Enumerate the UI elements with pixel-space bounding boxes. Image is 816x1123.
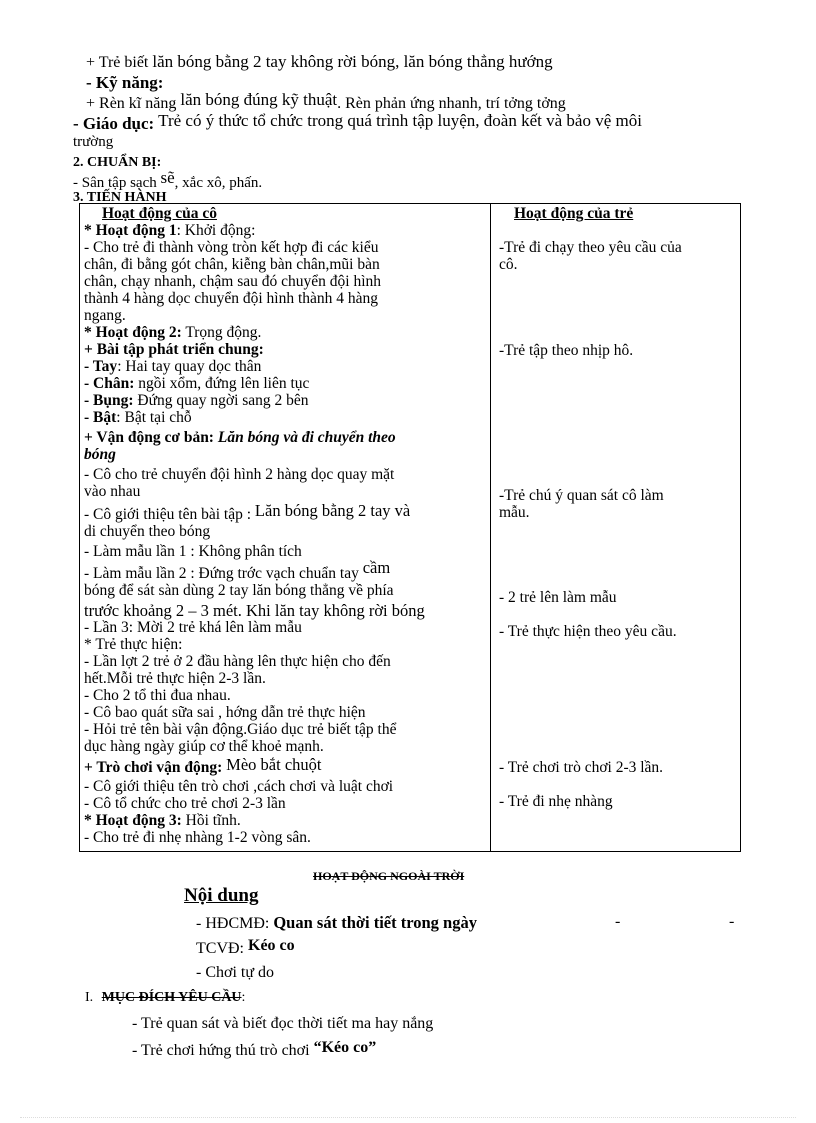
tc-label: + Trò chơi vận động: xyxy=(84,759,227,776)
edu-text: Trẻ có ý thức tổ chức trong quá trình tập luyện, đoàn kết và bảo vệ môi xyxy=(154,111,642,130)
purpose-item-2-prefix: - Trẻ chơi hứng thú trò chơi xyxy=(132,1042,314,1059)
c4-line-a xyxy=(84,558,486,582)
hd1-body-1: - Cho trẻ đi thành vòng tròn kết hợp đi các kiểu xyxy=(84,239,379,256)
hd1-line xyxy=(84,222,486,239)
edu-text-2: trường xyxy=(73,134,114,150)
hd1-text: : Khởi động: xyxy=(176,222,256,239)
intro-line-1 xyxy=(86,53,553,72)
child-item-7: - Trẻ đi nhẹ nhàng xyxy=(499,793,613,810)
child-item-1-a: -Trẻ đi chạy theo yêu cầu của xyxy=(499,239,682,256)
child-column xyxy=(491,204,741,852)
c8-line: - Cho 2 tổ thi đua nhau. xyxy=(84,687,231,704)
page-bottom-divider xyxy=(20,1117,796,1118)
vdcb-name-2: bóng xyxy=(84,446,116,463)
c10-line-a: - Hỏi trẻ tên bài vận động.Giáo dục trẻ biết tập thể xyxy=(84,721,397,738)
activity-table xyxy=(79,203,741,852)
hd2-line xyxy=(84,324,486,341)
child-item-3-b: mẫu. xyxy=(499,504,530,521)
hd3-label: * Hoạt động 3: xyxy=(84,812,182,829)
c4-line-d: trước khoảng 2 – 3 mét. Khi lăn tay không rời bóng xyxy=(84,601,425,620)
c7-line-a: - Lần lợt 2 trẻ ở 2 đầu hàng lên thực hiện cho đến xyxy=(84,653,391,670)
outdoor-item-1 xyxy=(196,914,741,933)
c9-line: - Cô bao quát sữa sai , hớng dẫn trẻ thực hiện xyxy=(84,704,366,721)
skill-heading: - Kỹ năng: xyxy=(86,73,164,92)
chan-text: ngồi xổm, đứng lên liên tục xyxy=(134,375,310,392)
t2-line: - Cô tổ chức cho trẻ chơi 2-3 lần xyxy=(84,795,286,812)
prep-text-b: sẽ xyxy=(160,168,175,187)
hd1-body-4: thành 4 hàng dọc chuyển đội hình thành 4 hàng xyxy=(84,290,379,307)
child-item-1 xyxy=(499,239,682,273)
hd2-label: * Hoạt động 2: xyxy=(84,324,182,341)
child-item-4: - 2 trẻ lên làm mẫu xyxy=(499,589,617,606)
bat-label: - Bật xyxy=(84,409,117,426)
prep-heading: 2. CHUẨN BỊ: xyxy=(73,155,162,170)
hd1-body-3: chân, chạy nhanh, chậm sau đó chuyển đội hình xyxy=(84,273,381,290)
purpose-item-2 xyxy=(132,1040,376,1057)
purpose-line xyxy=(85,991,245,1006)
teacher-column-header: Hoạt động của cô xyxy=(102,205,217,222)
intro-line-2-end: . Rèn phản ứng nhanh, trí tởng tởng xyxy=(337,95,566,112)
hd1-label: * Hoạt động 1 xyxy=(84,222,177,239)
child-item-3-a: -Trẻ chú ý quan sát cô làm xyxy=(499,487,664,504)
outdoor-item-1-prefix: - HĐCMĐ: xyxy=(196,915,274,932)
h3-line: - Cho trẻ đi nhẹ nhàng 1-2 vòng sân. xyxy=(84,829,311,846)
c1-line-b: vào nhau xyxy=(84,483,141,500)
chan-label: - Chân: xyxy=(84,375,135,392)
outdoor-item-2-prefix: TCVĐ: xyxy=(196,940,248,957)
c4-text-b: cầm xyxy=(362,558,391,577)
vdcb-label: + Vận động cơ bản: xyxy=(84,429,218,446)
intro-line-2-mid: lăn bóng đúng kỹ thuật xyxy=(180,90,338,109)
outdoor-item-3: - Chơi tự do xyxy=(196,964,275,981)
tay-line xyxy=(84,358,486,375)
child-item-3 xyxy=(499,487,664,521)
c2-text-a: - Cô giới thiệu tên bài tập : xyxy=(84,506,255,523)
hd3-text: Hồi tĩnh. xyxy=(181,812,241,829)
prep-text-a: - Sân tập sạch xyxy=(73,175,161,191)
c2-line-c: di chuyển theo bóng xyxy=(84,523,211,540)
c4-text-a: - Làm mẫu lần 2 : Đứng trớc vạch chuẩn tay xyxy=(84,565,363,582)
bt-heading: + Bài tập phát triển chung: xyxy=(84,341,264,358)
intro-line-1-text: lăn bóng bằng 2 tay không rời bóng, lăn bóng thẳng hướng xyxy=(152,52,553,71)
vdcb-line xyxy=(84,429,486,446)
tay-label: - Tay xyxy=(84,358,118,375)
intro-line-2-prefix: + Rèn kĩ năng xyxy=(86,95,181,112)
tc-line xyxy=(84,755,486,776)
c3-line: - Làm mẫu lần 1 : Không phân tích xyxy=(84,543,302,560)
purpose-item-1: - Trẻ quan sát và biết đọc thời tiết ma hay nắng xyxy=(132,1015,434,1032)
c2-line-a xyxy=(84,501,486,523)
tc-name: Mèo bắt chuột xyxy=(226,755,322,774)
c7-line-b: hết.Mỗi trẻ thực hiện 2-3 lần. xyxy=(84,670,266,687)
prep-text-c: , xắc xô, phấn. xyxy=(174,175,263,191)
proc-heading: 3. TIẾN HÀNH xyxy=(73,190,167,205)
chan-line xyxy=(84,375,486,392)
content-title: Nội dung xyxy=(184,885,259,906)
c1-line-a: - Cô cho trẻ chuyển đội hình 2 hàng dọc quay mặt xyxy=(84,466,395,483)
intro-line-2 xyxy=(86,90,566,113)
bat-line xyxy=(84,409,486,426)
outdoor-item-1-dash-2: - xyxy=(729,913,735,930)
child-item-1-b: cô. xyxy=(499,256,518,273)
bung-line xyxy=(84,392,486,409)
purpose-number: I. xyxy=(85,990,94,1005)
prep-line xyxy=(73,168,263,192)
purpose-colon: : xyxy=(241,990,246,1005)
c4-line-c: bóng để sát sàn dùng 2 tay lăn bóng thẳng về phía xyxy=(84,582,394,599)
c10-line-b: dục hàng ngày giúp cơ thể khoẻ mạnh. xyxy=(84,738,324,755)
child-item-2: -Trẻ tập theo nhịp hô. xyxy=(499,342,634,359)
edu-line xyxy=(73,111,642,134)
c5-line: - Lần 3: Mời 2 trẻ khá lên làm mẫu xyxy=(84,619,302,636)
outdoor-item-1-text: Quan sát thời tiết trong ngày xyxy=(273,913,477,932)
t1-line: - Cô giới thiệu tên trò chơi ,cách chơi và luật chơi xyxy=(84,778,394,795)
purpose-item-2-name: “Kéo co” xyxy=(313,1039,377,1056)
child-column-header: Hoạt động của trẻ xyxy=(514,205,634,222)
bat-text: : Bật tại chỗ xyxy=(116,409,192,426)
c2-text-b: Lăn bóng bằng 2 tay và xyxy=(254,501,411,520)
outdoor-item-1-dash-1: - xyxy=(615,913,621,930)
vdcb-name-1: Lăn bóng và đi chuyển theo xyxy=(217,429,396,446)
tay-text: : Hai tay quay dọc thân xyxy=(117,358,262,375)
teacher-column xyxy=(80,204,491,852)
bung-text: Đứng quay ngời sang 2 bên xyxy=(133,392,309,409)
c6-line: * Trẻ thực hiện: xyxy=(84,636,183,653)
outdoor-heading: HOẠT ĐỘNG NGOÀI TRỜI xyxy=(313,869,465,883)
hd1-body-2: chân, đi bằng gót chân, kiễng bàn chân,mũi bàn xyxy=(84,256,380,273)
child-item-6: - Trẻ chơi trò chơi 2-3 lần. xyxy=(499,759,664,776)
edu-heading: - Giáo dục: xyxy=(73,114,155,133)
hd1-body-5: ngang. xyxy=(84,307,126,324)
intro-line-1-prefix: + Trẻ biết xyxy=(86,54,153,71)
outdoor-item-2 xyxy=(196,938,295,955)
child-item-5: - Trẻ thực hiện theo yêu cầu. xyxy=(499,623,677,640)
outdoor-item-2-text: Kéo co xyxy=(248,937,295,954)
hd3-line xyxy=(84,812,486,829)
purpose-heading: MỤC ĐÍCH YÊU CẦU xyxy=(101,990,242,1005)
bung-label: - Bụng: xyxy=(84,392,134,409)
hd2-text: Trọng động. xyxy=(181,324,262,341)
